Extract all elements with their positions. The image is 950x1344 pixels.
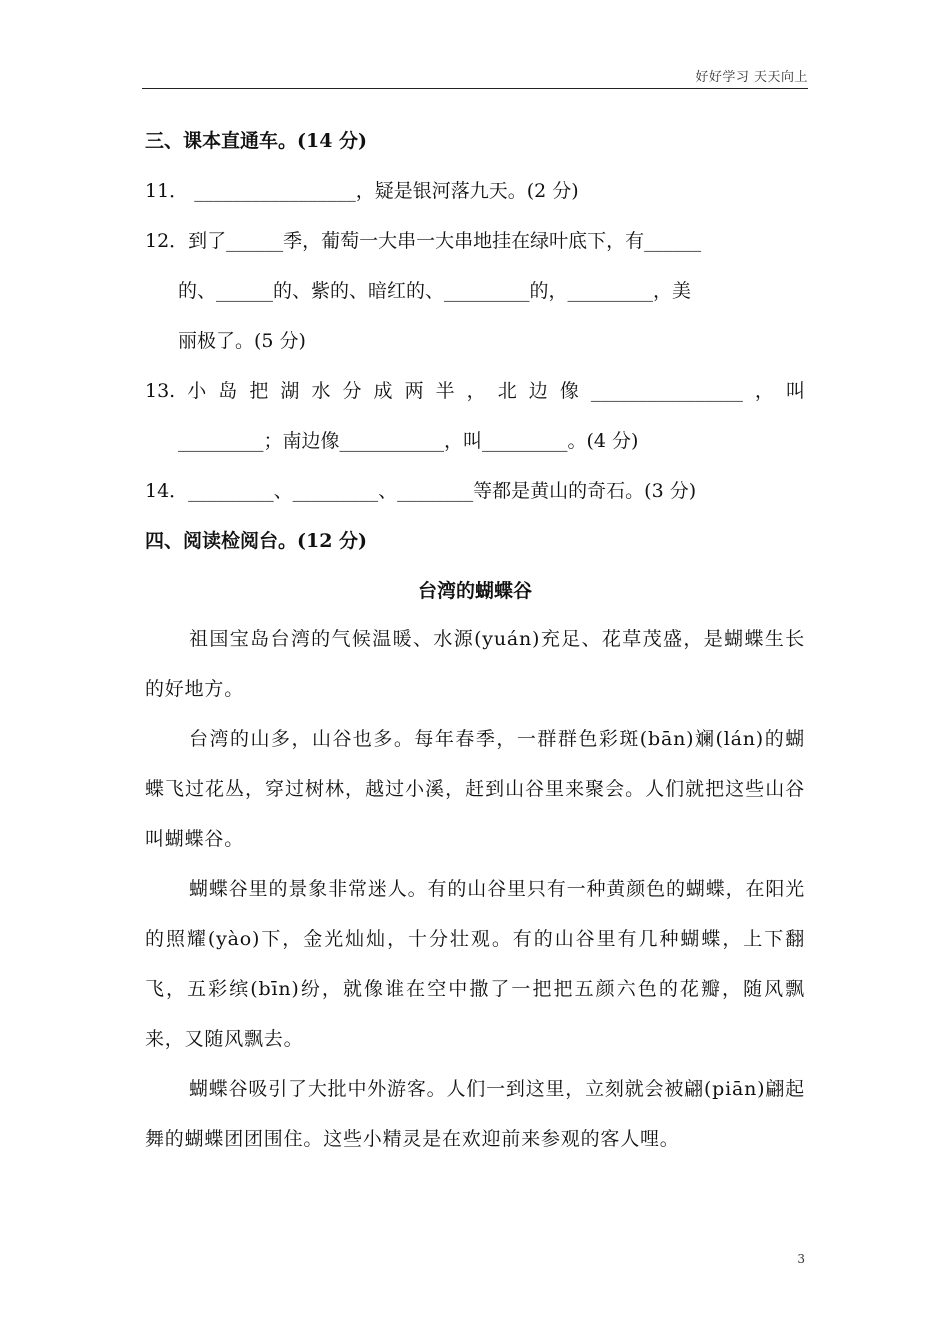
q13-part: 北 xyxy=(497,380,517,402)
q13-part: 半 xyxy=(435,380,455,402)
q13-part: ， xyxy=(466,380,486,402)
passage-paragraph: 台湾的山多，山谷也多。每年春季，一群群色彩斑(bān)斓(lán)的蝴蝶飞过花丛，穿过树林，越过小溪，赶到山谷里来聚会。人们就把这些山谷叫蝴蝶谷。 xyxy=(145,728,805,850)
q13-part: 小 xyxy=(187,380,207,402)
header-rule xyxy=(142,88,808,89)
q13-part: 分 xyxy=(342,380,362,402)
q13-part: 13. xyxy=(145,380,176,402)
section4-title: 四、阅读检阅台。(12 分) xyxy=(145,530,368,552)
question-12-line2: 的、______的、紫的、暗红的、_________的，_________，美 xyxy=(178,280,692,302)
question-13-line1 xyxy=(145,376,805,406)
passage-paragraph: 蝴蝶谷里的景象非常迷人。有的山谷里只有一种黄颜色的蝴蝶，在阳光的照耀(yào)下，金光灿灿，十分壮观。有的山谷里有几种蝴蝶，上下翻飞，五彩缤(bīn)纷，就像谁在空中撒了一把把五颜六色的花瓣，随风飘来，又随风飘去。 xyxy=(145,878,805,1050)
q13-part: 成 xyxy=(373,380,393,402)
q13-part: 像 xyxy=(559,380,579,402)
section3-title: 三、课本直通车。(14 分) xyxy=(145,130,368,152)
question-12-line1: 12．到了______季，葡萄一大串一大串地挂在绿叶底下，有______ xyxy=(145,230,702,252)
q13-part: 两 xyxy=(404,380,424,402)
question-12-line3: 丽极了。(5 分) xyxy=(178,330,306,352)
q13-part: 边 xyxy=(528,380,548,402)
question-11: 11． _________________，疑是银河落九天。(2 分) xyxy=(145,180,579,202)
header-text: 好好学习 天天向上 xyxy=(695,70,808,85)
q13-part: 水 xyxy=(311,380,331,402)
passage-paragraph: 祖国宝岛台湾的气候温暖、水源(yuán)充足、花草茂盛，是蝴蝶生长的好地方。 xyxy=(145,628,805,700)
passage-title: 台湾的蝴蝶谷 xyxy=(417,580,532,602)
question-14: 14．_________、_________、________等都是黄山的奇石。(3 分) xyxy=(145,480,697,502)
q13-part: 岛 xyxy=(218,380,238,402)
q13-part: ， xyxy=(754,380,774,402)
q13-part: 把 xyxy=(249,380,269,402)
q13-blank: ________________ xyxy=(590,380,743,402)
passage-paragraph: 蝴蝶谷吸引了大批中外游客。人们一到这里，立刻就会被翩(piān)翩起舞的蝴蝶团团围住。这些小精灵是在欢迎前来参观的客人哩。 xyxy=(145,1078,805,1150)
q13-part: 叫 xyxy=(785,380,805,402)
page-number: 3 xyxy=(797,1252,805,1266)
question-13-line2: _________；南边像___________，叫_________。(4 分) xyxy=(178,430,639,452)
q13-part: 湖 xyxy=(280,380,300,402)
